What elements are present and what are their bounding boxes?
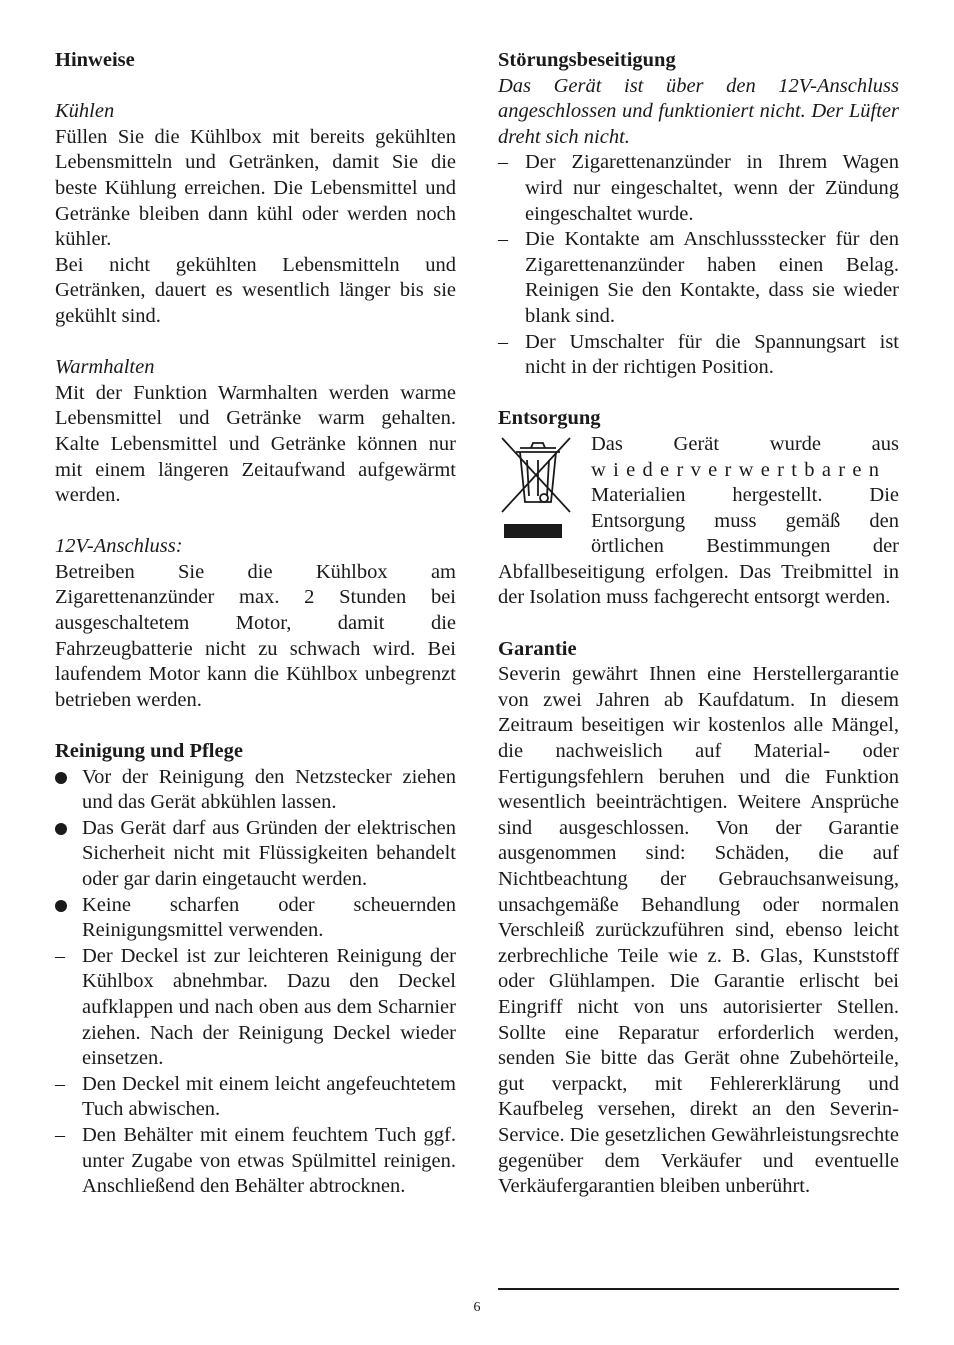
reinigung-heading: Reinigung und Pflege: [55, 740, 243, 763]
reinigung-item-text: Den Deckel mit einem leicht angefeuchtetem Tuch abwischen.: [82, 1072, 456, 1121]
list-marker: [498, 330, 518, 356]
stoerung-intro: Das Gerät ist über den 12V-Anschluss angeschlossen und funktioniert nicht. Der Lüfter dreht sich nicht.: [498, 74, 899, 148]
reinigung-item-text: Vor der Reinigung den Netzstecker ziehen und das Gerät abkühlen lassen.: [82, 765, 456, 814]
reinigung-item: [55, 1072, 456, 1123]
stoerung-item: [498, 227, 899, 329]
entsorgung-heading: Entsorgung: [498, 407, 601, 430]
page-number: 6: [473, 1300, 481, 1315]
stoerung-heading: Störungsbeseitigung: [498, 49, 676, 71]
entsorgung-line: örtlichen Bestimmungen der: [591, 535, 899, 558]
reinigung-list: [55, 765, 456, 1200]
list-marker: [55, 765, 75, 792]
dash-icon: –: [498, 228, 508, 251]
stoerung-item-text: Der Zigarettenanzünder in Ihrem Wagen wird nur eingeschaltet, wenn der Zündung eingeschaltet wurde.: [525, 151, 899, 225]
entsorgung-line: Das Gerät wurde aus: [591, 432, 899, 455]
left-column: [55, 48, 456, 1200]
warmhalten-title: Warmhalten: [55, 356, 155, 379]
kuehlen-paragraph-2: Bei nicht gekühlten Lebensmitteln und Getränken, dauert es wesentlich länger bis sie gekühlt sind.: [55, 253, 456, 327]
list-marker: [55, 1072, 75, 1098]
garantie-paragraph: Severin gewährt Ihnen eine Herstellergarantie von zwei Jahren ab Kaufdatum. In diesem Zeitraum beseitigen wir kostenlos alle Mängel, die nachweislich auf Material- oder Fertigungsfehlern beruhen und die Funktion wesentlich beeinträchtigen. Weitere Ansprüche sind ausgeschlossen. Von der Garantie ausgenommen sind: Schäden, die auf Nichtbeachtung der Gebrauchsanweisung, unsachgemäße Behandlung oder normalen Verschleiß zurückzuführen sind, ebenso leicht zerbrechliche Teile wie z. B. Glas, Kunststoff oder Glühlampen. Die Garantie erlischt bei Eingriff nicht von uns autorisierter Stellen. Sollte eine Reparatur erforderlich werden, senden Sie bitte das Gerät ohne Zubehörteile, gut verpackt, mit Fehlererklärung und Kaufbeleg versehen, direkt an den Severin-Service. Die gesetzlichen Gewährleistungsrechte gegenüber dem Verkäufer und eventuelle Verkäufergarantien bleiben unberührt.: [498, 663, 899, 1198]
entsorgung-block: [498, 432, 899, 560]
list-marker: [55, 1123, 75, 1149]
entsorgung-paragraph: Abfallbeseitigung erfolgen. Das Treibmittel in der Isolation muss fachgerecht entsorgt werden.: [498, 560, 899, 609]
dash-icon: –: [55, 1072, 65, 1095]
kuehlen-title: Kühlen: [55, 100, 115, 123]
bullet-icon: [55, 823, 67, 835]
footer-rule: [498, 1288, 899, 1290]
dash-icon: –: [498, 330, 508, 353]
stoerung-list: [498, 150, 899, 380]
reinigung-item-text: Das Gerät darf aus Gründen der elektrischen Sicherheit nicht mit Flüssigkeiten behandelt oder gar darin eingetaucht werden.: [82, 816, 456, 890]
list-marker: [498, 150, 518, 176]
reinigung-item: [55, 944, 456, 1072]
spacer: [498, 611, 899, 637]
reinigung-item: [55, 816, 456, 893]
stoerung-item: [498, 150, 899, 227]
spacer: [55, 74, 456, 100]
hinweise-heading: Hinweise: [55, 49, 135, 71]
reinigung-item-text: Den Behälter mit einem feuchtem Tuch ggf. unter Zugabe von etwas Spülmittel reinigen. Anschließend den Behälter abtrocknen.: [82, 1123, 456, 1198]
entsorgung-line: wiederverwertbaren: [591, 458, 887, 481]
entsorgung-line: Materialien hergestellt. Die: [591, 484, 899, 507]
list-marker: [55, 816, 75, 843]
dash-icon: –: [498, 151, 508, 174]
spacer: [55, 330, 456, 356]
entsorgung-line: Entsorgung muss gemäß den: [591, 509, 899, 532]
bullet-icon: [55, 772, 67, 784]
right-column: [498, 48, 899, 1200]
reinigung-item: [55, 893, 456, 944]
anschluss-title: 12V-Anschluss:: [55, 535, 183, 558]
stoerung-item-text: Der Umschalter für die Spannungsart ist nicht in der richtigen Position.: [525, 330, 899, 379]
list-marker: [55, 944, 75, 970]
list-marker: [55, 893, 75, 920]
bullet-icon: [55, 900, 67, 912]
warmhalten-paragraph: Mit der Funktion Warmhalten werden warme Lebensmittel und Getränke warm gehalten. Kalte Lebensmittel und Getränke können nur mit einem längeren Zeitaufwand aufgewärmt werden.: [55, 381, 456, 507]
stoerung-item-text: Die Kontakte am Anschlussstecker für den Zigarettenanzünder haben einen Belag. Reinigen Sie den Kontakte, dass sie wieder blank sind.: [525, 228, 899, 327]
reinigung-item-text: Keine scharfen oder scheuernden Reinigungsmittel verwenden.: [82, 893, 456, 942]
garantie-heading: Garantie: [498, 637, 577, 660]
spacer: [498, 381, 899, 407]
reinigung-item: [55, 765, 456, 816]
reinigung-item-text: Der Deckel ist zur leichteren Reinigung der Kühlbox abnehmbar. Dazu den Deckel aufklappen und nach oben aus dem Scharnier ziehen. Nach der Reinigung Deckel wieder einsetzen.: [82, 944, 456, 1070]
dash-icon: –: [55, 944, 65, 967]
crossed-out-wheelie-bin-icon: [498, 434, 578, 542]
list-marker: [498, 227, 518, 253]
reinigung-item: [55, 1123, 456, 1200]
kuehlen-paragraph-1: Füllen Sie die Kühlbox mit bereits gekühlten Lebensmitteln und Getränken, damit Sie die beste Kühlung erreichen. Die Lebensmittel und Getränke bleiben dann kühl oder werden noch kühler.: [55, 125, 456, 251]
stoerung-item: [498, 330, 899, 381]
anschluss-paragraph: Betreiben Sie die Kühlbox am Zigarettenanzünder max. 2 Stunden bei ausgeschaltetem Motor, damit die Fahrzeugbatterie nicht zu schwach wird. Bei laufendem Motor kann die Kühlbox unbegrenzt betrieben werden.: [55, 560, 456, 711]
spacer: [55, 509, 456, 535]
spacer: [55, 713, 456, 739]
dash-icon: –: [55, 1123, 65, 1146]
